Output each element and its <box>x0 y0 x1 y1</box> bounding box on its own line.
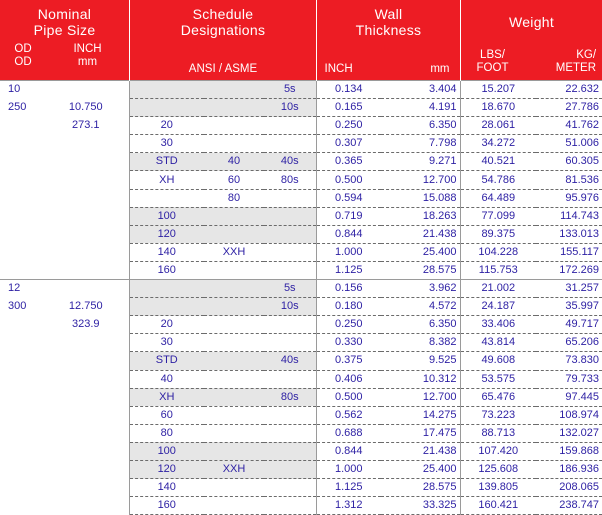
schedule-cell <box>204 479 264 497</box>
wall-inch-label: INCH <box>324 63 353 75</box>
weight-kg-cell: 133.013 <box>536 225 602 243</box>
table-row <box>0 261 602 279</box>
schedule-cell <box>264 370 316 388</box>
table-row <box>0 171 602 189</box>
schedule-cell: 20 <box>129 117 204 135</box>
wall-inch-cell: 0.844 <box>316 225 381 243</box>
wall-inch-cell: 0.156 <box>316 280 381 298</box>
weight-lbs-cell: 125.608 <box>460 460 536 478</box>
size-cell <box>46 424 129 442</box>
schedule-cell: 100 <box>129 442 204 460</box>
wall-mm-cell: 9.271 <box>381 153 460 171</box>
od-cell <box>0 406 46 424</box>
wall-mm-cell: 21.438 <box>381 442 460 460</box>
wall-mm-cell: 17.475 <box>381 424 460 442</box>
size-cell <box>46 460 129 478</box>
nominal-title-line1: Nominal <box>37 6 92 22</box>
weight-lbs-cell: 40.521 <box>460 153 536 171</box>
od-cell: 12 <box>0 280 46 298</box>
od-cell <box>0 117 46 135</box>
schedule-cell: STD <box>129 352 204 370</box>
table-row <box>0 406 602 424</box>
schedule-cell <box>264 442 316 460</box>
od-cell <box>0 334 46 352</box>
schedule-cell: 5s <box>264 81 316 99</box>
weight-lbs-cell: 89.375 <box>460 225 536 243</box>
weight-kg-cell: 97.445 <box>536 388 602 406</box>
schedule-cell <box>204 117 264 135</box>
weight-kg-cell: 73.830 <box>536 352 602 370</box>
schedule-cell <box>264 406 316 424</box>
lbs-label-2: FOOT <box>476 62 509 74</box>
weight-kg-cell: 238.747 <box>536 497 602 515</box>
table-row <box>0 280 602 298</box>
wall-inch-cell: 1.125 <box>316 261 381 279</box>
mm-label: mm <box>77 56 98 68</box>
weight-header <box>460 0 602 81</box>
size-cell: 12.750 <box>68 300 103 313</box>
wall-mm-cell: 4.572 <box>381 298 460 316</box>
wall-inch-cell: 0.307 <box>316 135 381 153</box>
wall-inch-cell: 1.125 <box>316 479 381 497</box>
schedule-cell <box>204 280 264 298</box>
schedule-title-line2: Designations <box>180 22 266 38</box>
wall-mm-cell: 6.350 <box>381 117 460 135</box>
weight-lbs-cell: 73.223 <box>460 406 536 424</box>
weight-lbs-cell: 64.489 <box>460 189 536 207</box>
size-cell: 323.9 <box>71 318 100 331</box>
weight-kg-cell: 31.257 <box>536 280 602 298</box>
wall-mm-cell: 28.575 <box>381 261 460 279</box>
schedule-cell <box>129 280 204 298</box>
schedule-cell <box>264 479 316 497</box>
schedule-cell: 10s <box>264 298 316 316</box>
schedule-cell: 100 <box>129 207 204 225</box>
table-row <box>0 207 602 225</box>
size-cell <box>46 370 129 388</box>
schedule-cell: 80s <box>264 388 316 406</box>
table-row <box>0 460 602 478</box>
wall-mm-cell: 6.350 <box>381 316 460 334</box>
size-cell <box>46 189 129 207</box>
schedule-cell <box>204 406 264 424</box>
wall-inch-cell: 0.406 <box>316 370 381 388</box>
wall-inch-cell: 0.562 <box>316 406 381 424</box>
size-cell <box>46 207 129 225</box>
wall-mm-cell: 33.325 <box>381 497 460 515</box>
schedule-cell <box>264 243 316 261</box>
wall-inch-cell: 0.719 <box>316 207 381 225</box>
size-cell <box>46 243 129 261</box>
schedule-cell: 20 <box>129 316 204 334</box>
weight-lbs-cell: 115.753 <box>460 261 536 279</box>
schedule-cell <box>129 81 204 99</box>
od-cell <box>0 460 46 478</box>
size-cell: 10.750 <box>68 101 103 114</box>
wall-title-line2: Thickness <box>355 22 422 38</box>
wall-mm-cell: 4.191 <box>381 99 460 117</box>
weight-lbs-cell: 160.421 <box>460 497 536 515</box>
schedule-cell <box>204 99 264 117</box>
weight-kg-cell: 27.786 <box>536 99 602 117</box>
schedule-cell <box>264 334 316 352</box>
schedule-cell <box>264 261 316 279</box>
wall-inch-cell: 1.000 <box>316 460 381 478</box>
table-row <box>0 298 602 316</box>
weight-lbs-cell: 15.207 <box>460 81 536 99</box>
weight-lbs-cell: 18.670 <box>460 99 536 117</box>
schedule-cell <box>204 424 264 442</box>
table-row <box>0 117 602 135</box>
weight-kg-cell: 51.006 <box>536 135 602 153</box>
schedule-cell <box>204 225 264 243</box>
schedule-cell: STD <box>129 153 204 171</box>
weight-kg-cell: 49.717 <box>536 316 602 334</box>
od-cell <box>0 135 46 153</box>
wall-mm-cell: 15.088 <box>381 189 460 207</box>
schedule-cell: 80s <box>264 171 316 189</box>
weight-lbs-cell: 34.272 <box>460 135 536 153</box>
table-row <box>0 243 602 261</box>
wall-inch-cell: 0.250 <box>316 117 381 135</box>
table-row <box>0 352 602 370</box>
schedule-cell <box>204 316 264 334</box>
weight-kg-cell: 155.117 <box>536 243 602 261</box>
wall-inch-cell: 0.365 <box>316 153 381 171</box>
od-cell <box>0 207 46 225</box>
schedule-cell <box>264 207 316 225</box>
lbs-label-1: LBS/ <box>480 49 505 61</box>
wall-mm-cell: 7.798 <box>381 135 460 153</box>
table-row <box>0 153 602 171</box>
size-cell <box>46 261 129 279</box>
wall-inch-cell: 0.500 <box>316 388 381 406</box>
od-cell <box>0 370 46 388</box>
wall-mm-label: mm <box>430 63 450 75</box>
od-cell <box>0 243 46 261</box>
wall-inch-cell: 1.312 <box>316 497 381 515</box>
table-row <box>0 370 602 388</box>
schedule-cell <box>204 334 264 352</box>
table-row <box>0 189 602 207</box>
table-row <box>0 99 602 117</box>
schedule-cell <box>264 135 316 153</box>
table-row <box>0 135 602 153</box>
wall-mm-cell: 12.700 <box>381 171 460 189</box>
schedule-cell <box>129 99 204 117</box>
schedule-cell <box>204 298 264 316</box>
schedule-cell: 160 <box>129 261 204 279</box>
weight-kg-cell: 22.632 <box>536 81 602 99</box>
table-row <box>0 442 602 460</box>
inch-label: INCH <box>73 43 102 55</box>
wall-mm-cell: 3.404 <box>381 81 460 99</box>
weight-kg-cell: 186.936 <box>536 460 602 478</box>
table-row <box>0 81 602 99</box>
wall-mm-cell: 18.263 <box>381 207 460 225</box>
table-row <box>0 316 602 334</box>
size-cell <box>46 153 129 171</box>
od-cell <box>0 442 46 460</box>
od-cell <box>0 225 46 243</box>
size-cell <box>46 135 129 153</box>
table-row <box>0 424 602 442</box>
weight-kg-cell: 60.305 <box>536 153 602 171</box>
nominal-pipe-size-header <box>0 0 129 81</box>
wall-inch-cell: 0.330 <box>316 334 381 352</box>
kg-label-2: METER <box>555 62 597 74</box>
weight-lbs-cell: 65.476 <box>460 388 536 406</box>
schedule-cell: 120 <box>129 225 204 243</box>
wall-inch-cell: 0.134 <box>316 81 381 99</box>
schedule-cell <box>204 261 264 279</box>
size-cell <box>46 280 129 298</box>
schedule-cell <box>129 298 204 316</box>
wall-mm-cell: 25.400 <box>381 460 460 478</box>
schedule-cell: XH <box>129 388 204 406</box>
schedule-cell <box>264 424 316 442</box>
schedule-cell: 80 <box>204 189 264 207</box>
size-cell <box>46 225 129 243</box>
wall-title-line1: Wall <box>374 6 403 22</box>
od-cell: 250 <box>8 101 27 114</box>
wall-mm-cell: 12.700 <box>381 388 460 406</box>
weight-kg-cell: 79.733 <box>536 370 602 388</box>
weight-lbs-cell: 107.420 <box>460 442 536 460</box>
weight-lbs-cell: 43.814 <box>460 334 536 352</box>
schedule-cell: 60 <box>204 171 264 189</box>
schedule-cell: 5s <box>264 280 316 298</box>
wall-inch-cell: 0.165 <box>316 99 381 117</box>
weight-lbs-cell: 33.406 <box>460 316 536 334</box>
nominal-title-line2: Pipe Size <box>33 22 96 38</box>
od-cell: 300 <box>8 300 27 313</box>
schedule-cell: 140 <box>129 243 204 261</box>
kg-label-1: KG/ <box>576 49 597 61</box>
schedule-cell: 30 <box>129 334 204 352</box>
od-cell: 10 <box>0 81 46 99</box>
wall-inch-cell: 0.594 <box>316 189 381 207</box>
ansi-asme-label: ANSI / ASME <box>188 63 258 75</box>
schedule-cell: 120 <box>129 460 204 478</box>
schedule-cell <box>264 117 316 135</box>
schedule-cell <box>204 388 264 406</box>
weight-kg-cell: 208.065 <box>536 479 602 497</box>
od-cell <box>0 424 46 442</box>
weight-lbs-cell: 139.805 <box>460 479 536 497</box>
schedule-cell <box>264 497 316 515</box>
schedule-cell <box>129 189 204 207</box>
od-cell <box>0 261 46 279</box>
schedule-cell: 160 <box>129 497 204 515</box>
wall-mm-cell: 10.312 <box>381 370 460 388</box>
od-cell <box>0 171 46 189</box>
od-label-2: OD <box>14 56 32 68</box>
table-row <box>0 479 602 497</box>
schedule-cell <box>204 442 264 460</box>
wall-mm-cell: 21.438 <box>381 225 460 243</box>
weight-lbs-cell: 54.786 <box>460 171 536 189</box>
schedule-cell: 40 <box>204 153 264 171</box>
wall-thickness-header <box>316 0 460 81</box>
weight-lbs-cell: 24.187 <box>460 298 536 316</box>
schedule-cell <box>204 352 264 370</box>
schedule-cell: XXH <box>204 460 264 478</box>
weight-kg-cell: 95.976 <box>536 189 602 207</box>
weight-lbs-cell: 88.713 <box>460 424 536 442</box>
schedule-cell: 10s <box>264 99 316 117</box>
weight-kg-cell: 172.269 <box>536 261 602 279</box>
weight-lbs-cell: 104.228 <box>460 243 536 261</box>
schedule-cell: 140 <box>129 479 204 497</box>
schedule-cell <box>264 189 316 207</box>
weight-lbs-cell: 53.575 <box>460 370 536 388</box>
weight-lbs-cell: 28.061 <box>460 117 536 135</box>
size-cell <box>46 81 129 99</box>
weight-kg-cell: 81.536 <box>536 171 602 189</box>
wall-mm-cell: 14.275 <box>381 406 460 424</box>
od-label-1: OD <box>14 43 32 55</box>
wall-inch-cell: 0.500 <box>316 171 381 189</box>
weight-lbs-cell: 77.099 <box>460 207 536 225</box>
schedule-cell: 60 <box>129 406 204 424</box>
schedule-header <box>129 0 316 81</box>
weight-lbs-cell: 49.608 <box>460 352 536 370</box>
weight-kg-cell: 65.206 <box>536 334 602 352</box>
weight-kg-cell: 41.762 <box>536 117 602 135</box>
size-cell <box>46 442 129 460</box>
table-row <box>0 334 602 352</box>
weight-title: Weight <box>508 14 555 30</box>
schedule-cell <box>264 460 316 478</box>
size-cell <box>46 352 129 370</box>
schedule-cell <box>204 81 264 99</box>
wall-inch-cell: 0.250 <box>316 316 381 334</box>
table-row <box>0 225 602 243</box>
size-cell <box>46 479 129 497</box>
schedule-cell <box>204 497 264 515</box>
schedule-cell <box>204 135 264 153</box>
od-cell <box>0 189 46 207</box>
size-cell <box>46 406 129 424</box>
schedule-cell: XXH <box>204 243 264 261</box>
od-cell <box>0 153 46 171</box>
table-row <box>0 388 602 406</box>
schedule-cell: 80 <box>129 424 204 442</box>
schedule-title-line1: Schedule <box>192 6 254 22</box>
wall-inch-cell: 0.844 <box>316 442 381 460</box>
weight-kg-cell: 35.997 <box>536 298 602 316</box>
weight-kg-cell: 108.974 <box>536 406 602 424</box>
wall-mm-cell: 28.575 <box>381 479 460 497</box>
od-cell <box>0 388 46 406</box>
wall-mm-cell: 8.382 <box>381 334 460 352</box>
wall-inch-cell: 0.180 <box>316 298 381 316</box>
weight-lbs-cell: 21.002 <box>460 280 536 298</box>
wall-inch-cell: 0.375 <box>316 352 381 370</box>
od-cell <box>0 352 46 370</box>
weight-kg-cell: 114.743 <box>536 207 602 225</box>
weight-kg-cell: 159.868 <box>536 442 602 460</box>
size-cell <box>46 388 129 406</box>
size-cell: 273.1 <box>71 119 100 132</box>
schedule-cell: 40s <box>264 352 316 370</box>
wall-mm-cell: 3.962 <box>381 280 460 298</box>
schedule-cell: XH <box>129 171 204 189</box>
schedule-cell: 40s <box>264 153 316 171</box>
weight-kg-cell: 132.027 <box>536 424 602 442</box>
schedule-cell: 40 <box>129 370 204 388</box>
size-cell <box>46 497 129 515</box>
wall-mm-cell: 25.400 <box>381 243 460 261</box>
table-row <box>0 497 602 515</box>
wall-inch-cell: 1.000 <box>316 243 381 261</box>
wall-inch-cell: 0.688 <box>316 424 381 442</box>
schedule-cell: 30 <box>129 135 204 153</box>
size-cell <box>46 334 129 352</box>
wall-mm-cell: 9.525 <box>381 352 460 370</box>
od-cell <box>0 479 46 497</box>
schedule-cell <box>264 316 316 334</box>
size-cell <box>46 171 129 189</box>
od-cell <box>0 497 46 515</box>
od-cell <box>0 316 46 334</box>
schedule-cell <box>264 225 316 243</box>
schedule-cell <box>204 207 264 225</box>
schedule-cell <box>204 370 264 388</box>
